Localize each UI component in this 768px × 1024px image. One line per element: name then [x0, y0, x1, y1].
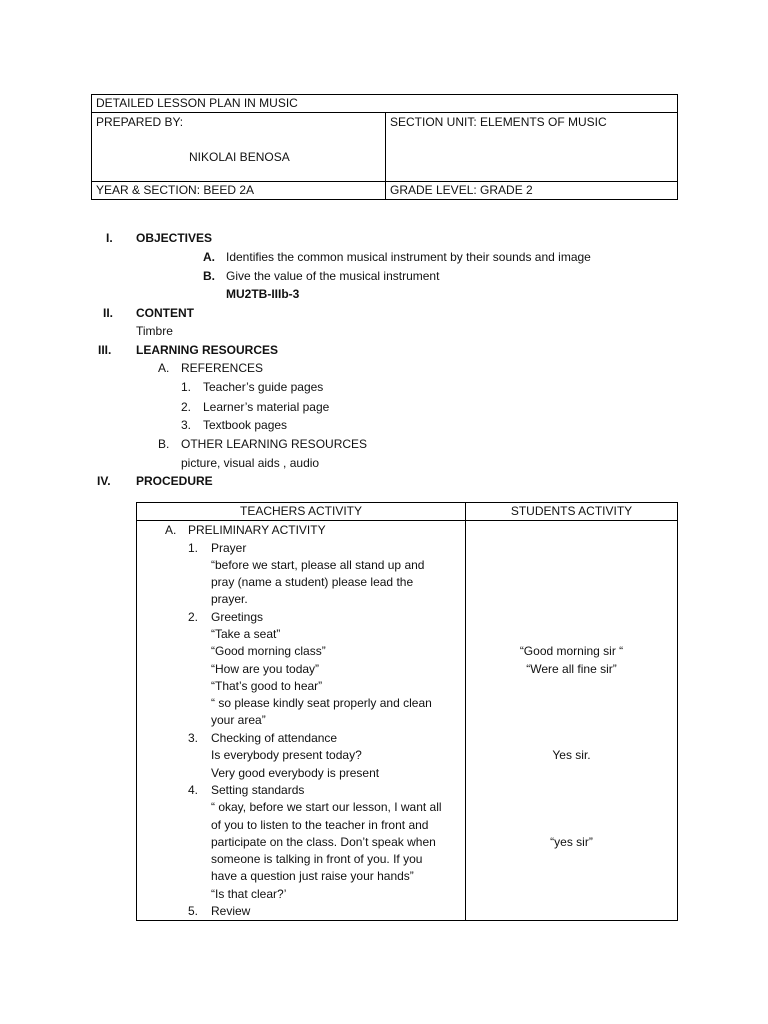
step-title: Checking of attendance — [211, 731, 338, 745]
header-table — [91, 94, 678, 200]
procedure-numeral: IV. — [97, 474, 111, 488]
resources-numeral: III. — [98, 343, 112, 357]
reference-1-text: Teacher’s guide pages — [203, 380, 324, 394]
competency-code: MU2TB-IIIb-3 — [226, 287, 300, 301]
step-line: “ okay, before we start our lesson, I want all — [211, 800, 442, 814]
student-response: Yes sir. — [552, 748, 591, 762]
prepared-by-name: NIKOLAI BENOSA — [189, 150, 290, 164]
reference-3-text: Textbook pages — [203, 418, 288, 432]
other-resources-letter: B. — [158, 437, 170, 451]
year-section: YEAR & SECTION: BEED 2A — [92, 182, 386, 200]
objective-a-letter: A. — [203, 250, 215, 264]
prepared-by-cell — [92, 113, 386, 182]
step-line: pray (name a student) please lead the — [211, 575, 414, 589]
reference-2-num: 2. — [181, 400, 192, 414]
objective-b-text: Give the value of the musical instrument — [226, 269, 440, 283]
objectives-heading: OBJECTIVES — [136, 231, 213, 245]
step-number: 5. — [188, 904, 199, 918]
step-line: have a question just raise your hands” — [211, 869, 414, 883]
step-line: “before we start, please all stand up and — [211, 558, 425, 572]
step-line: “ so please kindly seat properly and clean — [211, 696, 432, 710]
objectives-numeral: I. — [106, 231, 113, 245]
reference-3-num: 3. — [181, 418, 192, 432]
step-line: “Good morning class” — [211, 644, 326, 658]
step-number: 2. — [188, 610, 199, 624]
step-line: Is everybody present today? — [211, 748, 362, 762]
step-line: “That’s good to hear” — [211, 679, 323, 693]
teachers-activity-header: TEACHERS ACTIVITY — [137, 503, 466, 521]
content-numeral: II. — [103, 306, 114, 320]
students-activity-header: STUDENTS ACTIVITY — [466, 503, 678, 521]
references-label: REFERENCES — [181, 361, 264, 375]
step-line: of you to listen to the teacher in front and — [211, 818, 429, 832]
other-resources-label: OTHER LEARNING RESOURCES — [181, 437, 368, 451]
objective-a-text: Identifies the common musical instrument by their sounds and image — [226, 250, 591, 264]
section-label: PRELIMINARY ACTIVITY — [188, 523, 326, 537]
step-title: Prayer — [211, 541, 247, 555]
step-title: Setting standards — [211, 783, 305, 797]
step-number: 3. — [188, 731, 199, 745]
step-line: Very good everybody is present — [211, 766, 380, 780]
student-response: “Were all fine sir” — [526, 662, 617, 676]
step-line: “Take a seat” — [211, 627, 281, 641]
step-title: Greetings — [211, 610, 264, 624]
section-letter: A. — [165, 523, 177, 537]
step-number: 4. — [188, 783, 199, 797]
teachers-activity-cell — [137, 521, 466, 921]
procedure-table — [136, 502, 678, 921]
reference-2-text: Learner’s material page — [203, 400, 330, 414]
step-line: someone is talking in front of you. If you — [211, 852, 423, 866]
content-text: Timbre — [136, 324, 173, 338]
step-line: prayer. — [211, 592, 248, 606]
section-unit: SECTION UNIT: ELEMENTS OF MUSIC — [386, 113, 678, 182]
grade-level: GRADE LEVEL: GRADE 2 — [386, 182, 678, 200]
step-line: participate on the class. Don’t speak when — [211, 835, 436, 849]
reference-1-num: 1. — [181, 380, 192, 394]
lesson-plan-title: DETAILED LESSON PLAN IN MUSIC — [92, 95, 678, 113]
step-line: “How are you today” — [211, 662, 320, 676]
other-resources-text: picture, visual aids , audio — [181, 456, 320, 470]
objective-b-letter: B. — [203, 269, 215, 283]
references-letter: A. — [158, 361, 170, 375]
resources-heading: LEARNING RESOURCES — [136, 343, 279, 357]
prepared-by-label: PREPARED BY: — [96, 115, 184, 129]
students-activity-cell — [466, 521, 678, 921]
step-title: Review — [211, 904, 251, 918]
step-line: “Is that clear?’ — [211, 887, 287, 901]
step-number: 1. — [188, 541, 199, 555]
student-response: “Good morning sir “ — [519, 644, 624, 658]
step-line: your area” — [211, 713, 266, 727]
student-response: “yes sir” — [550, 835, 593, 849]
procedure-heading: PROCEDURE — [136, 474, 213, 488]
content-heading: CONTENT — [136, 306, 194, 320]
